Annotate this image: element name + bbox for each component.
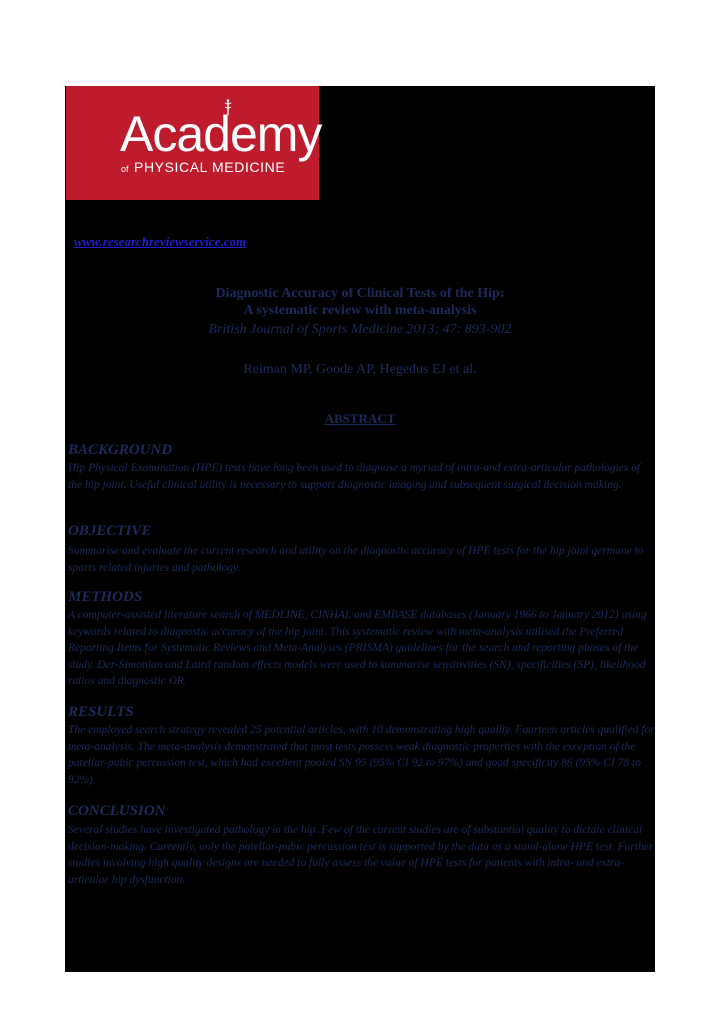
logo-of: of xyxy=(121,164,129,174)
article-title-line2: A systematic review with meta-analysis xyxy=(243,303,477,318)
abstract-heading: ABSTRACT xyxy=(324,411,396,426)
authors: Reiman MP, Goode AP, Hegedus EJ et al. xyxy=(243,362,477,377)
results-text: The employed search strategy revealed 25 potential articles, with 10 demonstrating high quality. Fourteen articles qualified for meta-analysis. The meta-analysis demonstrated that most tests possess weak diagnostic properties with the exception of the patellar-pubic percussion test, which had excellent pooled SN 95 (95% CI 92 to 97%) and good specificity 86 (95% CI 78 to 92%). xyxy=(68,724,655,786)
document-page xyxy=(65,86,655,972)
methods-text: A computer-assisted literature search of MEDLINE, CINHAL and EMBASE databases (January 1966 to January 2012) using keywords related to diagnostic accuracy of the hip joint. This systematic review with meta-analysis utilised the Preferred Reporting Items for Systematic Reviews and Meta-Analyses (PRISMA) guidelines for the search and reporting phases of the study. Der-Simonian and Laird random effects models were used to summarise sensitivities (SN), specificities (SP), likelihood ratios and diagnostic OR. xyxy=(68,609,647,687)
website-link[interactable]: www.researchreviewservice.com xyxy=(74,234,247,249)
background-text: Hip Physical Examination (HPE) tests have long been used to diagnose a myriad of intra-and extra-articular pathologies of the hip joint. Useful clinical utility is necessary to support diagnostic imaging and subsequent surgical decision making. xyxy=(68,462,641,491)
logo-wordmark: Academy xyxy=(120,106,322,162)
conclusion-heading: CONCLUSION xyxy=(68,803,166,819)
article-title-line1: Diagnostic Accuracy of Clinical Tests of the Hip: xyxy=(215,286,505,301)
conclusion-text: Several studies have investigated pathology in the hip. Few of the current studies are of substantial quality to dictate clinical decision-making. Currently, only the patellar-pubic percussion test is supported by the data as a stand-alone HPE test. Further studies involving high quality designs are needed to fully assess the value of HPE tests for patients with intra- and extra-articular hip dysfunction. xyxy=(68,824,654,886)
logo-subtitle-text: PHYSICAL MEDICINE xyxy=(134,159,286,175)
background-heading: BACKGROUND xyxy=(68,442,173,458)
academy-logo xyxy=(66,86,322,200)
methods-heading: METHODS xyxy=(68,589,143,605)
results-heading: RESULTS xyxy=(68,704,134,720)
journal-citation: British Journal of Sports Medicine 2013; 47: 893-902 xyxy=(208,322,512,337)
logo-subtitle xyxy=(121,159,285,175)
objective-text: Summarise and evaluate the current research and utility on the diagnostic accuracy of HPE tests for the hip joint germane to sports related injuries and pathology. xyxy=(68,545,644,574)
objective-heading: OBJECTIVE xyxy=(68,523,152,539)
